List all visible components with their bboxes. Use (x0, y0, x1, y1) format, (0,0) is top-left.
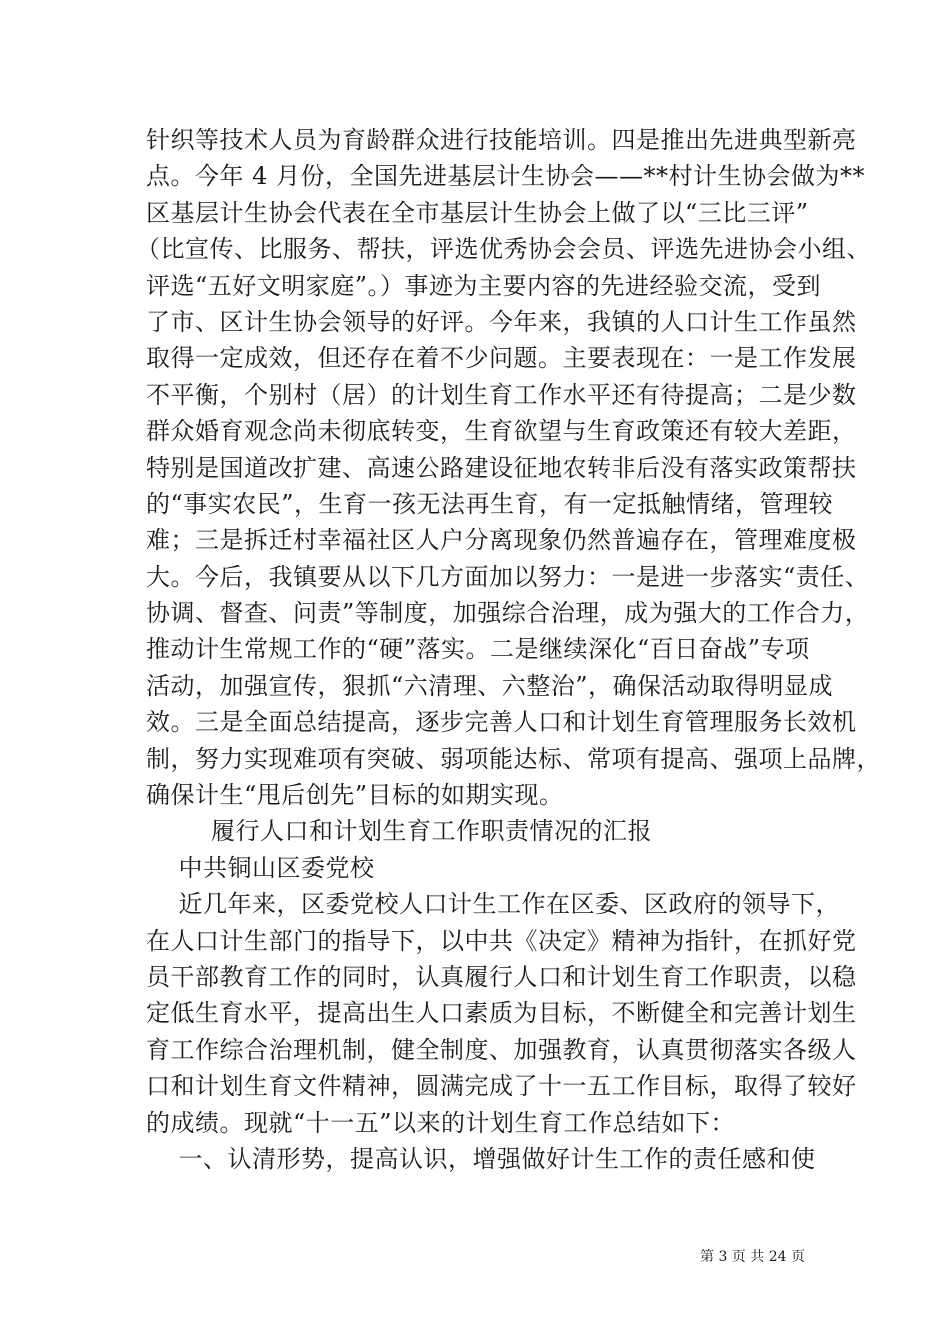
text-line: 的成绩。现就“十一五”以来的计划生育工作总结如下： (146, 1108, 736, 1137)
text-line: （比宣传、比服务、帮扶，评选优秀协会会员、评选先进协会小组、 (136, 235, 871, 264)
text-line: 了市、区计生协会领导的好评。今年来，我镇的人口计生工作虽然 (146, 307, 857, 336)
text-line: 在人口计生部门的指导下，以中共《决定》精神为指针，在抓好党 (146, 926, 857, 955)
text-line: 大。今后，我镇要从以下几方面加以努力：一是进一步落实“责任、 (146, 562, 870, 591)
text-line: 定低生育水平，提高出生人口素质为目标，不断健全和完善计划生 (146, 999, 857, 1028)
text-line: 区基层计生协会代表在全市基层计生协会上做了以“三比三评” (146, 198, 809, 227)
text-line: 育工作综合治理机制，健全制度、加强教育，认真贯彻落实各级人 (146, 1035, 857, 1064)
text-line: 员干部教育工作的同时，认真履行人口和计划生育工作职责，以稳 (146, 962, 857, 991)
text-line: 协调、督查、问责”等制度，加强综合治理，成为强大的工作合力， (146, 599, 870, 628)
text-line: 评选“五好文明家庭”。）事迹为主要内容的先进经验交流，受到 (146, 271, 822, 300)
text-line: 难；三是拆迁村幸福社区人户分离现象仍然普遍存在，管理难度极 (146, 526, 857, 555)
text-line: 不平衡，个别村（居）的计划生育工作水平还有待提高；二是少数 (146, 380, 857, 409)
text-line: 针织等技术人员为育龄群众进行技能培训。四是推出先进典型新亮 (146, 126, 857, 154)
text-line: 特别是国道改扩建、高速公路建设征地农转非后没有落实政策帮扶 (146, 453, 857, 482)
text-line: 活动，加强宣传，狠抓“六清理、六整治”，确保活动取得明显成 (146, 671, 834, 700)
text-line: 效。三是全面总结提高，逐步完善人口和计划生育管理服务长效机 (146, 708, 857, 737)
text-line: 点。今年 4 月份，全国先进基层计生协会——**村计生协会做为** (146, 162, 866, 191)
author-line: 中共铜山区委党校 (146, 853, 375, 882)
text-line: 口和计划生育文件精神，圆满完成了十一五工作目标，取得了较好 (146, 1072, 857, 1101)
page-number: 第 3 页 共 24 页 (700, 1249, 805, 1265)
text-line: 取得一定成效，但还存在着不少问题。主要表现在：一是工作发展 (146, 344, 857, 373)
section-title: 履行人口和计划生育工作职责情况的汇报 (146, 817, 653, 846)
document-body (136, 122, 881, 1177)
text-line: 群众婚育观念尚未彻底转变，生育欲望与生育政策还有较大差距， (146, 417, 857, 446)
text-line: 制，努力实现难项有突破、弱项能达标、常项有提高、强项上品牌， (146, 744, 881, 773)
text-line: 确保计生“甩后创先”目标的如期实现。 (146, 781, 564, 810)
text-line: 近几年来，区委党校人口计生工作在区委、区政府的领导下， (146, 890, 841, 919)
text-line: 推动计生常规工作的“硬”落实。二是继续深化“百日奋战”专项 (146, 635, 810, 664)
text-line: 一、认清形势，提高认识，增强做好计生工作的责任感和使 (146, 1144, 816, 1173)
text-line: 的“事实农民”，生育一孩无法再生育，有一定抵触情绪，管理较 (146, 489, 834, 518)
